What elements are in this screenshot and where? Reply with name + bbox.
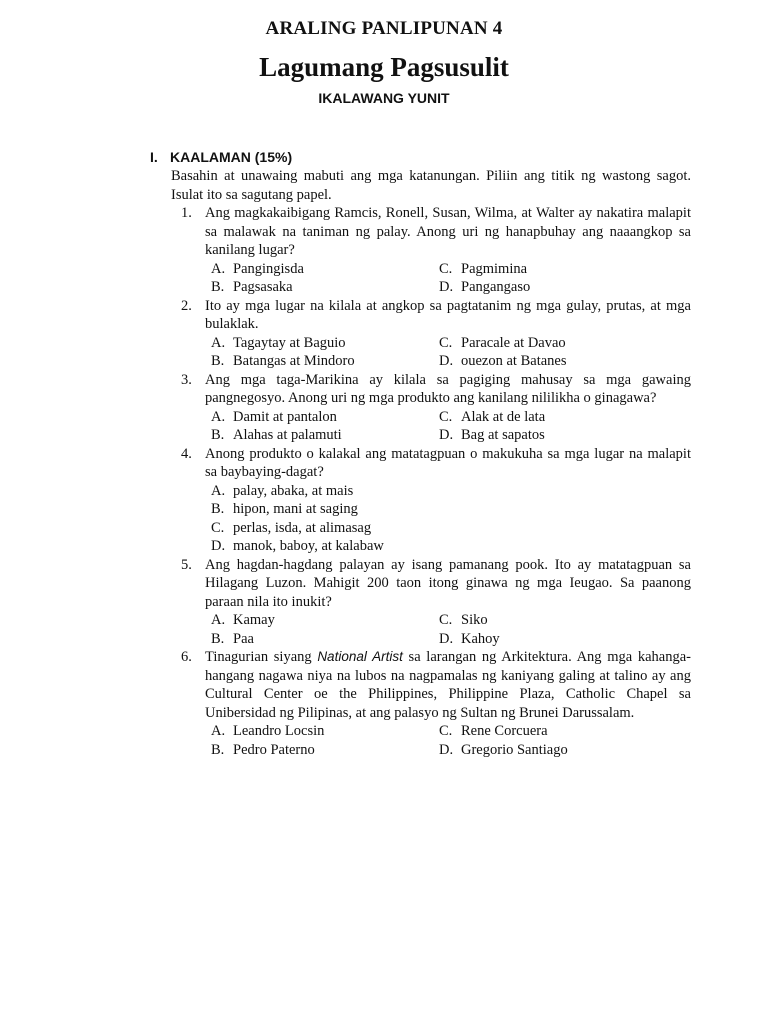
option-letter: A. — [211, 612, 226, 628]
question-1 — [171, 204, 691, 297]
answer-option — [211, 741, 439, 760]
answer-option — [439, 611, 639, 630]
option-text: Rene Corcuera — [461, 723, 548, 739]
question-number: 1. — [181, 205, 192, 221]
answer-option — [211, 611, 439, 630]
exam-title: Lagumang Pagsusulit — [259, 52, 509, 82]
answer-option — [211, 260, 439, 279]
option-letter: C. — [439, 334, 453, 351]
answer-option — [211, 519, 511, 538]
option-letter: B. — [211, 279, 225, 295]
option-text: Paa — [233, 630, 254, 647]
question-text-part: sa larangan ng Arkitektura. Ang mga kahanga-hangang nagawa niya na lubos na nagpamalas ng kaniyang galing at talino ay ang Cultural Center oe the Philippines, Philippine Plaza, Catholic Chapel sa Unibersidad ng Pilipinas, at ang palasyo ng Sultan ng Brunei Darussalam. — [205, 649, 691, 721]
option-letter: A. — [211, 482, 226, 499]
option-text: Batangas at Mindoro — [233, 353, 355, 369]
section-title: KAALAMAN (15%) — [170, 149, 293, 165]
option-text: Pedro Paterno — [233, 741, 315, 758]
option-text: Damit at pantalon — [233, 408, 337, 425]
option-letter: D. — [439, 353, 454, 369]
exam-subject: ARALING PANLIPUNAN 4 — [265, 18, 503, 39]
option-letter: B. — [211, 427, 225, 443]
question-text: Ang magkakaibigang Ramcis, Ronell, Susan, Wilma, at Walter ay nakatira malapit sa malawak na taniman ng palay. Anong uri ng hanapbuhay ang naaangkop sa kanilang lugar? — [205, 205, 691, 258]
question-3 — [171, 371, 691, 445]
answer-option — [439, 426, 639, 445]
option-letter: C. — [439, 260, 453, 277]
question-number: 3. — [181, 371, 192, 388]
option-letter: C. — [211, 519, 225, 536]
option-text: Pagmimina — [461, 260, 528, 277]
answer-option — [211, 334, 439, 353]
option-letter: C. — [439, 723, 453, 739]
answer-options — [211, 408, 691, 445]
answer-options — [211, 334, 691, 371]
answer-option — [211, 408, 439, 427]
question-6 — [171, 648, 691, 759]
question-5 — [171, 556, 691, 649]
section-instructions: Basahin at unawaing mabuti ang mga katanungan. Piliin ang titik ng wastong sagot. Isulat ito sa sagutang papel. — [171, 168, 691, 203]
answer-option — [211, 722, 439, 741]
option-letter: B. — [211, 741, 225, 758]
option-letter: D. — [439, 630, 454, 647]
answer-option — [439, 408, 639, 427]
answer-options — [211, 482, 691, 556]
answer-option — [439, 334, 639, 353]
question-number: 2. — [181, 297, 192, 314]
question-text: Ang hagdan-hagdang palayan ay isang pamanang pook. Ito ay matatagpuan sa Hilagang Luzon. Mahigit 200 taon itong ginawa ng mga Ieugao. Sa paanong paraan nila ito inukit? — [205, 556, 691, 610]
option-letter: D. — [211, 538, 226, 554]
answer-option — [439, 278, 639, 297]
option-letter: A. — [211, 408, 226, 425]
answer-option — [439, 722, 639, 741]
option-letter: C. — [439, 408, 453, 425]
answer-option — [211, 278, 439, 297]
answer-option — [439, 741, 639, 760]
option-letter: C. — [439, 612, 453, 628]
option-text: Pagsasaka — [233, 279, 293, 295]
answer-option — [439, 630, 639, 649]
answer-options — [211, 611, 691, 648]
option-letter: D. — [439, 279, 454, 295]
answer-option — [439, 352, 639, 371]
option-text: palay, abaka, at mais — [233, 482, 354, 499]
option-text: hipon, mani at saging — [233, 501, 358, 517]
question-text: Anong produkto o kalakal ang matatagpuan o makukuha sa mga lugar na malapit sa baybaying-dagat? — [205, 445, 691, 480]
question-text-italic: National Artist — [317, 649, 403, 664]
option-text: perlas, isda, at alimasag — [233, 519, 372, 536]
option-text: Kahoy — [461, 630, 500, 647]
section-number: I. — [150, 149, 158, 165]
answer-option — [211, 630, 439, 649]
question-number: 6. — [181, 649, 192, 665]
answer-options — [211, 722, 691, 759]
option-text: Alak at de lata — [461, 408, 546, 425]
option-letter: B. — [211, 630, 225, 647]
option-letter: B. — [211, 501, 225, 517]
question-number: 5. — [181, 556, 192, 573]
answer-option — [439, 260, 639, 279]
answer-option — [211, 482, 511, 501]
answer-option — [211, 500, 511, 519]
question-text: Ang mga taga-Marikina ay kilala sa pagiging mahusay sa mga gawaing pangnegosyo. Anong uri ng mga produkto ang kanilang nililikha o ginagawa? — [205, 371, 691, 406]
option-text: manok, baboy, at kalabaw — [233, 538, 384, 554]
option-text: Bag at sapatos — [461, 427, 545, 443]
option-text: Leandro Locsin — [233, 723, 325, 739]
answer-options — [211, 260, 691, 297]
answer-option — [211, 537, 511, 556]
option-text: Kamay — [233, 612, 275, 628]
option-letter: D. — [439, 741, 454, 758]
question-text: Ito ay mga lugar na kilala at angkop sa pagtatanim ng mga gulay, prutas, at mga bulaklak. — [205, 297, 691, 332]
answer-option — [211, 426, 439, 445]
question-text — [205, 648, 691, 722]
option-text: ouezon at Batanes — [461, 353, 567, 369]
question-number: 4. — [181, 445, 192, 462]
option-text: Gregorio Santiago — [461, 741, 568, 758]
option-letter: B. — [211, 353, 225, 369]
question-text-part: Tinagurian siyang — [205, 649, 318, 665]
question-2 — [171, 297, 691, 371]
question-list — [171, 204, 691, 759]
option-text: Tagaytay at Baguio — [233, 334, 346, 351]
section-heading — [150, 149, 292, 165]
answer-option — [211, 352, 439, 371]
option-letter: A. — [211, 334, 226, 351]
option-letter: A. — [211, 723, 226, 739]
option-text: Paracale at Davao — [461, 334, 566, 351]
option-text: Pangangaso — [461, 279, 531, 295]
exam-unit: IKALAWANG YUNIT — [318, 90, 450, 106]
option-letter: A. — [211, 260, 226, 277]
option-text: Alahas at palamuti — [233, 427, 342, 443]
option-text: Pangingisda — [233, 260, 304, 277]
option-letter: D. — [439, 427, 454, 443]
question-4 — [171, 445, 691, 556]
option-text: Siko — [461, 612, 488, 628]
